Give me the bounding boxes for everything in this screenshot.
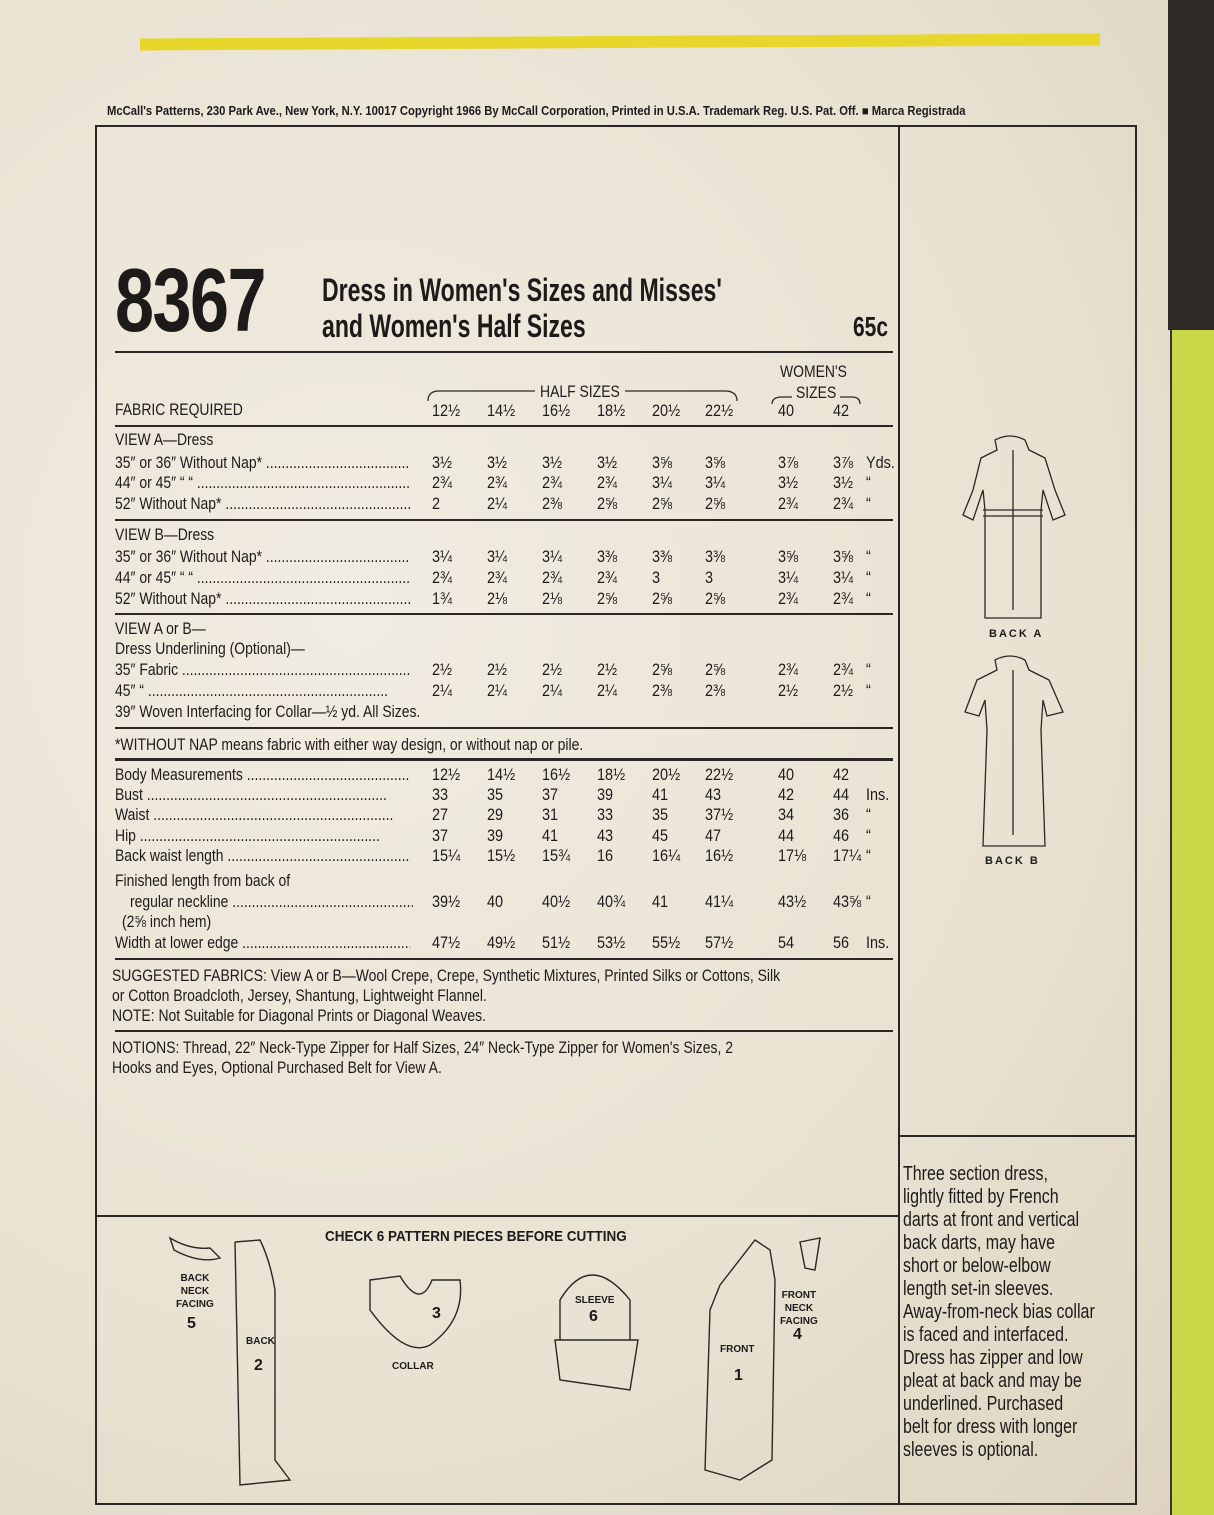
front-neck-facing-number: 4 (793, 1326, 802, 1343)
row-value: 55½ (652, 933, 681, 952)
row-value: 3⅝ (778, 547, 799, 566)
row-value: 2⅛ (487, 589, 508, 608)
row-value: 57½ (705, 933, 734, 952)
description-line: lightly fitted by French (903, 1186, 1059, 1208)
row-value: 15¼ (432, 846, 461, 865)
row-value: 3¼ (705, 473, 726, 492)
without-nap-note: *WITHOUT NAP means fabric with either way design, or without nap or pile. (115, 735, 584, 754)
row-unit: Ins. (866, 785, 890, 804)
row-value: 2½ (833, 681, 854, 700)
row-value: 2¾ (597, 568, 618, 587)
row-unit: Yds. (866, 453, 895, 472)
row-value: 35 (487, 785, 504, 804)
row-value: 56 (833, 933, 850, 952)
row-value: 31 (542, 805, 559, 824)
row-value: 27 (432, 805, 449, 824)
row-value: 2¾ (542, 568, 563, 587)
row-value: 3⅞ (833, 453, 854, 472)
row-value: 42 (778, 785, 795, 804)
pattern-description (903, 1163, 1119, 1462)
title-rule (115, 351, 893, 353)
row-unit: “ (866, 660, 871, 679)
fabric-required-heading: FABRIC REQUIRED (115, 400, 243, 419)
row-value: 2¾ (432, 568, 453, 587)
row-value: 44 (833, 785, 850, 804)
row-unit: “ (866, 589, 871, 608)
row-value: 3¼ (487, 547, 508, 566)
row-value: 2¼ (487, 494, 508, 513)
row-label: 44″ or 45″ “ “ ..... (115, 568, 410, 588)
size-header: 22½ (705, 401, 734, 420)
row-value: 45 (652, 826, 669, 845)
row-value: 41 (542, 826, 559, 845)
row-value: 17⅛ (778, 846, 807, 865)
row-value: 3¼ (833, 568, 854, 587)
description-line: darts at front and vertical (903, 1209, 1080, 1231)
row-value: 33 (597, 805, 614, 824)
pattern-pieces-divider (97, 1215, 899, 1217)
row-label: 45″ “ ..... (115, 681, 410, 701)
row-value: 3¼ (652, 473, 673, 492)
section-heading: VIEW A or B— (115, 619, 206, 638)
row-label: 52″ Without Nap* ..... (115, 589, 410, 609)
row-value: 3½ (487, 453, 508, 472)
row-label: Body Measurements ..... (115, 765, 410, 785)
size-header: 20½ (652, 401, 681, 420)
sizes-label: SIZES (796, 383, 837, 402)
row-value: 3½ (833, 473, 854, 492)
row-unit: “ (866, 805, 871, 824)
half-sizes-label: HALF SIZES (540, 382, 620, 401)
suggested-fabrics-line: SUGGESTED FABRICS: View A or B—Wool Crepe, Crepe, Synthetic Mixtures, Printed Silks or Cottons, Silk (112, 966, 781, 985)
row-label: 35″ Fabric ..... (115, 660, 410, 680)
row-value: 14½ (487, 765, 516, 784)
row-value: 3⅞ (778, 453, 799, 472)
row-value: 46 (833, 826, 850, 845)
row-value: 2⅛ (542, 589, 563, 608)
row-value: 40½ (542, 892, 571, 911)
row-label: 52″ Without Nap* ..... (115, 494, 410, 514)
row-value: 16¼ (652, 846, 681, 865)
row-value: 35 (652, 805, 669, 824)
back-neck-facing-number: 5 (187, 1315, 196, 1332)
row-value: 36 (833, 805, 850, 824)
description-line: is faced and interfaced. (903, 1324, 1069, 1346)
row-value: 41¼ (705, 892, 734, 911)
background-edge-green (1172, 330, 1214, 1515)
row-value: 3⅝ (833, 547, 854, 566)
table-rule (115, 519, 893, 521)
row-label: Bust ..... (115, 785, 410, 805)
row-value: 2⅝ (705, 589, 726, 608)
pattern-title-line1: Dress in Women's Sizes and Misses' (322, 272, 722, 308)
back-neck-facing-label: BACK NECK FACING (176, 1273, 214, 1310)
row-value: 3 (652, 568, 661, 587)
row-value: 17¼ (833, 846, 862, 865)
row-value: 15½ (487, 846, 516, 865)
row-value: 2½ (432, 660, 453, 679)
column-divider (898, 127, 900, 1503)
front-piece (705, 1240, 775, 1480)
row-value: 2¾ (487, 568, 508, 587)
collar-piece (370, 1276, 461, 1348)
back-label: BACK (246, 1336, 275, 1347)
row-value: 39 (597, 785, 614, 804)
row-value: 3⅜ (705, 547, 726, 566)
row-value: 3⅜ (652, 547, 673, 566)
row-label: Width at lower edge ..... (115, 933, 410, 953)
row-value: 34 (778, 805, 795, 824)
row-value: 2¼ (542, 681, 563, 700)
row-value: 2¾ (833, 660, 854, 679)
row-label: Hip ..... (115, 826, 410, 846)
back-number: 2 (254, 1357, 263, 1374)
size-header: 40 (778, 401, 795, 420)
size-header: 42 (833, 401, 850, 420)
notions-line: Hooks and Eyes, Optional Purchased Belt for View A. (112, 1058, 442, 1077)
row-value: 2½ (597, 660, 618, 679)
table-rule (115, 758, 893, 761)
row-value: 44 (778, 826, 795, 845)
row-value: 3½ (432, 453, 453, 472)
row-value: 2¾ (833, 589, 854, 608)
description-line: pleat at back and may be (903, 1370, 1082, 1392)
row-unit: “ (866, 494, 871, 513)
row-label: 35″ or 36″ Without Nap* ..... (115, 547, 410, 567)
row-value: 54 (778, 933, 795, 952)
row-label: 44″ or 45″ “ “ ..... (115, 473, 410, 493)
row-value: 2¾ (432, 473, 453, 492)
row-value: 2¾ (597, 473, 618, 492)
back-view-b-sketch (955, 650, 1075, 850)
back-neck-facing-piece (170, 1238, 220, 1260)
row-value: 2½ (487, 660, 508, 679)
row-value: 3¼ (432, 547, 453, 566)
row-value: 47½ (432, 933, 461, 952)
pattern-title-line2: and Women's Half Sizes (322, 308, 586, 344)
row-value: 43 (597, 826, 614, 845)
table-rule (115, 958, 893, 960)
row-value: 16½ (542, 765, 571, 784)
collar-label: COLLAR (392, 1361, 434, 1372)
row-unit: “ (866, 681, 871, 700)
row-value: 3⅝ (705, 453, 726, 472)
back-a-label: BACK A (989, 628, 1044, 640)
row-value: 43⅝ (833, 892, 862, 911)
row-value: 2⅜ (652, 681, 673, 700)
row-value: 37 (432, 826, 449, 845)
description-line: belt for dress with longer (903, 1416, 1078, 1438)
row-value: 2½ (542, 660, 563, 679)
table-rule (115, 1030, 893, 1032)
row-unit: “ (866, 892, 871, 911)
row-value: 42 (833, 765, 850, 784)
row-value: 29 (487, 805, 504, 824)
row-value: 2¾ (778, 494, 799, 513)
row-value: 41 (652, 892, 669, 911)
row-value: 15¾ (542, 846, 571, 865)
row-value: 16 (597, 846, 614, 865)
section-heading: VIEW B—Dress (115, 525, 215, 544)
row-unit: Ins. (866, 933, 890, 952)
row-value: 2¼ (597, 681, 618, 700)
row-value: 47 (705, 826, 722, 845)
row-value: 2⅜ (542, 494, 563, 513)
row-unit: “ (866, 826, 871, 845)
table-rule (115, 727, 893, 729)
row-label: Back waist length ..... (115, 846, 410, 866)
row-value: 2⅝ (597, 494, 618, 513)
finished-length-label: Finished length from back of (115, 871, 291, 890)
row-value: 16½ (705, 846, 734, 865)
price: 65c (853, 311, 889, 342)
row-value: 2¾ (542, 473, 563, 492)
row-value: 1¾ (432, 589, 453, 608)
pattern-pieces-diagram (160, 1230, 860, 1510)
back-b-label: BACK B (985, 855, 1040, 867)
row-value: 2⅝ (652, 494, 673, 513)
front-label: FRONT (720, 1344, 755, 1355)
copyright-line: McCall's Patterns, 230 Park Ave., New York, N.Y. 10017 Copyright 1966 By McCall Corporation, Printed in U.S.A. Trademark Reg. U.S. Pat. Off. ■ Marca Registrada (107, 104, 966, 118)
pattern-number: 8367 (115, 251, 265, 351)
row-value: 2⅝ (597, 589, 618, 608)
row-value: 53½ (597, 933, 626, 952)
description-line: underlined. Purchased (903, 1393, 1064, 1415)
description-line: Three section dress, (903, 1163, 1048, 1185)
row-value: 3¼ (778, 568, 799, 587)
row-value: 2¾ (778, 589, 799, 608)
row-value: 2⅝ (705, 660, 726, 679)
background-edge (1168, 0, 1214, 330)
size-header: 16½ (542, 401, 571, 420)
row-value: 2⅝ (705, 494, 726, 513)
row-value: 3 (705, 568, 714, 587)
table-rule (115, 613, 893, 615)
row-value: 2¾ (778, 660, 799, 679)
finished-length-label-2: regular neckline ..... (130, 892, 413, 912)
row-value: 3⅜ (597, 547, 618, 566)
row-unit: “ (866, 568, 871, 587)
row-value: 3⅝ (652, 453, 673, 472)
row-value: 2¼ (432, 681, 453, 700)
description-line: sleeves is optional. (903, 1439, 1039, 1461)
row-value: 37 (542, 785, 559, 804)
row-label: Waist ..... (115, 805, 410, 825)
collar-number: 3 (432, 1305, 441, 1322)
table-rule (115, 425, 893, 427)
row-unit: “ (866, 547, 871, 566)
sleeve-label: SLEEVE (575, 1295, 615, 1306)
suggested-fabrics-line: NOTE: Not Suitable for Diagonal Prints or Diagonal Weaves. (112, 1006, 486, 1025)
description-line: Away-from-neck bias collar (903, 1301, 1095, 1323)
row-value: 2½ (778, 681, 799, 700)
row-value: 41 (652, 785, 669, 804)
front-number: 1 (734, 1367, 743, 1384)
row-value: 43 (705, 785, 722, 804)
row-value: 2¼ (487, 681, 508, 700)
description-divider (900, 1135, 1136, 1137)
notions-line: NOTIONS: Thread, 22″ Neck-Type Zipper for Half Sizes, 24″ Neck-Type Zipper for Women's Sizes, 2 (112, 1038, 733, 1057)
size-header: 18½ (597, 401, 626, 420)
hem-note: (2⅝ inch hem) (122, 912, 212, 931)
row-value: 40 (778, 765, 795, 784)
row-value: 2⅜ (705, 681, 726, 700)
row-value: 49½ (487, 933, 516, 952)
row-value: 2¾ (833, 494, 854, 513)
pattern-pieces-title: CHECK 6 PATTERN PIECES BEFORE CUTTING (325, 1228, 627, 1245)
womens-label: WOMEN'S (780, 362, 847, 381)
row-value: 18½ (597, 765, 626, 784)
description-line: back darts, may have (903, 1232, 1056, 1254)
section-subheading: Dress Underlining (Optional)— (115, 639, 305, 658)
row-unit: “ (866, 473, 871, 492)
size-header: 12½ (432, 401, 461, 420)
back-view-a-sketch (955, 430, 1075, 630)
sleeve-piece (555, 1275, 638, 1390)
size-header: 14½ (487, 401, 516, 420)
front-neck-facing-piece (800, 1238, 820, 1270)
row-value: 12½ (432, 765, 461, 784)
row-value: 33 (432, 785, 449, 804)
front-neck-facing-label: FRONT NECK FACING (780, 1290, 818, 1327)
row-value: 2⅝ (652, 589, 673, 608)
row-value: 3¼ (542, 547, 563, 566)
description-line: length set-in sleeves. (903, 1278, 1054, 1300)
sleeve-number: 6 (589, 1308, 598, 1325)
row-value: 2⅝ (652, 660, 673, 679)
row-value: 40¾ (597, 892, 626, 911)
suggested-fabrics-line: or Cotton Broadcloth, Jersey, Shantung, Lightweight Flannel. (112, 986, 487, 1005)
description-line: Dress has zipper and low (903, 1347, 1083, 1369)
row-value: 43½ (778, 892, 807, 911)
row-value: 3½ (542, 453, 563, 472)
row-value: 37½ (705, 805, 734, 824)
row-value: 39 (487, 826, 504, 845)
row-value: 3½ (597, 453, 618, 472)
row-value: 3½ (778, 473, 799, 492)
row-unit: “ (866, 846, 871, 865)
section-heading: VIEW A—Dress (115, 430, 214, 449)
row-value: 2¾ (487, 473, 508, 492)
row-value: 20½ (652, 765, 681, 784)
row-value: 39½ (432, 892, 461, 911)
row-value: 40 (487, 892, 504, 911)
row-value: 51½ (542, 933, 571, 952)
row-value: 2 (432, 494, 441, 513)
description-line: short or below-elbow (903, 1255, 1051, 1277)
interfacing-note: 39″ Woven Interfacing for Collar—½ yd. All Sizes. (115, 702, 421, 721)
row-value: 22½ (705, 765, 734, 784)
row-label: 35″ or 36″ Without Nap* ..... (115, 453, 410, 473)
